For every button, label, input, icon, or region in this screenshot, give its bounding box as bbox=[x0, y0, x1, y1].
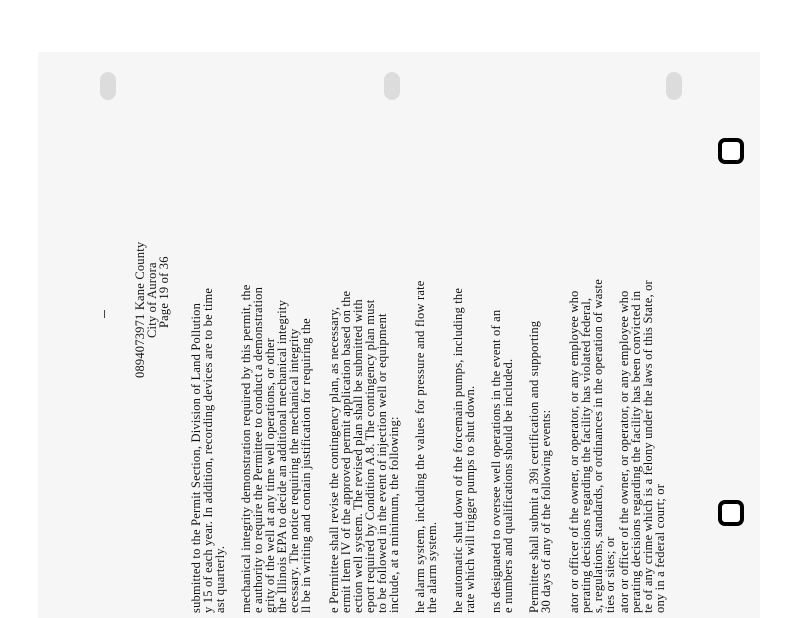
document-page-number: Page 19 of 36 bbox=[157, 256, 171, 328]
text-line: grity of the well at any time well operations, or other bbox=[263, 337, 277, 613]
text-line: ator or officer of the owner, or operator, or any employee who bbox=[617, 290, 631, 613]
text-line: the Illinois EPA to decide an additional mechanical integrity bbox=[275, 299, 289, 613]
text-line: ll be in writing and contain justification for requiring the bbox=[299, 318, 313, 613]
document-id-line: 0894073971 Kane County bbox=[133, 241, 147, 378]
text-line: ties or sites; or bbox=[603, 536, 617, 613]
punch-hole-right bbox=[666, 72, 682, 100]
text-line: ecessary. The notice requiring the mechanical integrity bbox=[287, 328, 301, 613]
punch-hole-left bbox=[100, 72, 116, 100]
text-line: te of any crime which is a felony under the laws of this State, or bbox=[641, 280, 655, 613]
text-line: ection well system. The revised plan shall be submitted with bbox=[351, 299, 365, 613]
text-line: s, regulations, standards, or ordinances in the operation of waste bbox=[591, 279, 605, 613]
text-line: to be followed in the event of injection well or equipment bbox=[375, 313, 389, 613]
text-line: e numbers and qualifications should be included. bbox=[501, 358, 515, 613]
text-line: ator or officer of the owner, or operator, or any employee who bbox=[567, 290, 581, 613]
text-line: 30 days of any of the following events: bbox=[539, 409, 553, 613]
text-line: Permittee shall submit a 39i certification and supporting bbox=[527, 320, 541, 613]
text-line: y 15 of each year. In addition, recording devices are to be time bbox=[201, 287, 215, 613]
registration-mark-top bbox=[718, 138, 744, 164]
text-line: include, at a minimum, the following: bbox=[387, 416, 401, 613]
text-line: eport required by Condition A.8. The contingency plan must bbox=[363, 299, 377, 613]
text-line: perating decisions regarding the facility has been convicted in bbox=[629, 290, 643, 613]
text-line: perating decisions regarding the facility has violated federal, bbox=[579, 297, 593, 613]
text-line: e authority to require the Permittee to conduct a demonstration bbox=[251, 286, 265, 613]
text-line: ony in a federal court; or bbox=[653, 483, 667, 613]
text-line: mechanical integrity demonstration required by this permit, the bbox=[239, 284, 253, 613]
text-line: ns designated to oversee well operations in the event of an bbox=[489, 309, 503, 613]
registration-mark-bottom bbox=[718, 500, 744, 526]
text-line: submitted to the Permit Section, Division of Land Pollution bbox=[189, 302, 203, 613]
text-line: he alarm system, including the values for pressure and flow rate bbox=[413, 280, 427, 613]
text-line: the alarm system. bbox=[425, 521, 439, 613]
text-line: e Permittee shall revise the contingency plan, as necessary, bbox=[327, 306, 341, 613]
text-line: rate which will trigger pumps to shut down. bbox=[463, 385, 477, 613]
document-city: City of Aurora bbox=[145, 262, 159, 338]
margin-mark bbox=[104, 310, 105, 318]
text-line: he automatic shut down of the forcemain pumps, including the bbox=[451, 287, 465, 613]
text-line: ast quarterly. bbox=[213, 545, 227, 613]
document-text bbox=[128, 78, 668, 618]
text-line: ermit Item IV of the approved permit application based on the bbox=[339, 290, 353, 613]
